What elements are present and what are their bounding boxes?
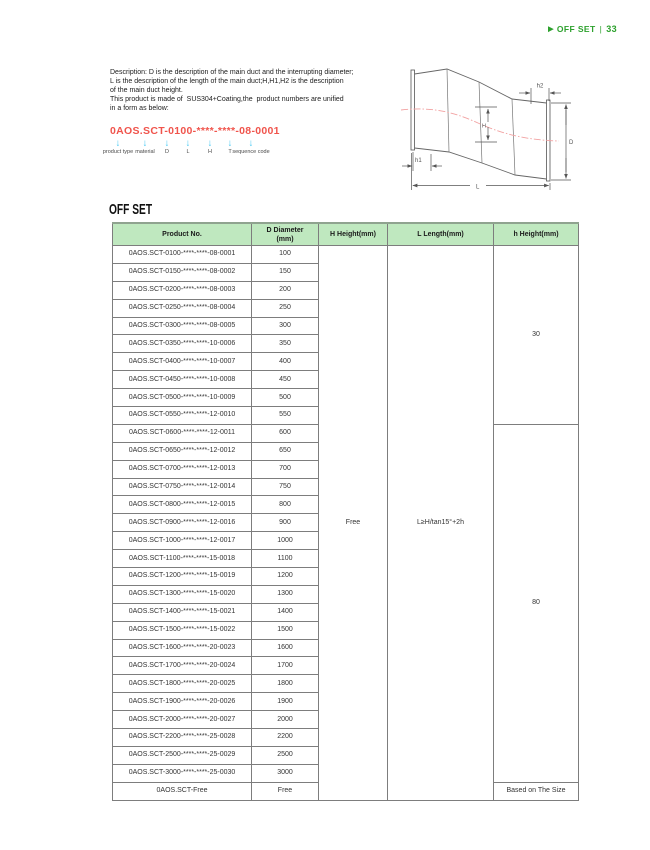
product-no-cell: 0AOS.SCT-0500-****-****-10-0009	[113, 389, 252, 407]
h-height-based-on-size-cell: Based on The Size	[494, 782, 579, 800]
table-row	[113, 246, 579, 264]
dim-label-h1: h1	[415, 158, 422, 164]
product-no-cell: 0AOS.SCT-0300-****-****-08-0005	[113, 317, 252, 335]
dim-ext	[412, 153, 551, 190]
d-diameter-cell: 1600	[252, 639, 319, 657]
product-no-cell: 0AOS.SCT-0450-****-****-10-0008	[113, 371, 252, 389]
product-no-cell: 0AOS.SCT-1000-****-****-12-0017	[113, 532, 252, 550]
d-diameter-cell: 650	[252, 442, 319, 460]
dim-tick	[475, 107, 497, 142]
dim-label-h2: h2	[536, 83, 544, 90]
d-diameter-cell: 750	[252, 478, 319, 496]
down-arrow-icon: ↓	[227, 138, 233, 149]
down-arrow-icon: ↓	[185, 138, 191, 149]
d-diameter-cell: 350	[252, 335, 319, 353]
product-no-cell: 0AOS.SCT-0400-****-****-10-0007	[113, 353, 252, 371]
duct-top-edge	[415, 69, 547, 103]
h-height-merged-cell: Free	[319, 246, 388, 801]
product-no-cell: 0AOS.SCT-Free	[113, 782, 252, 800]
annotation-label: sequence code	[232, 149, 270, 155]
annotation-label: T	[228, 149, 232, 155]
d-diameter-cell: 2000	[252, 711, 319, 729]
d-diameter-cell: 800	[252, 496, 319, 514]
product-no-cell: 0AOS.SCT-0900-****-****-12-0016	[113, 514, 252, 532]
product-no-cell: 0AOS.SCT-1700-****-****-20-0024	[113, 657, 252, 675]
d-diameter-cell: 1200	[252, 568, 319, 586]
header-separator: |	[599, 24, 603, 34]
product-no-cell: 0AOS.SCT-0750-****-****-12-0014	[113, 478, 252, 496]
product-no-cell: 0AOS.SCT-0650-****-****-12-0012	[113, 442, 252, 460]
d-diameter-cell: 600	[252, 424, 319, 442]
column-header: L Length(mm)	[388, 223, 494, 246]
header-row	[113, 223, 579, 246]
table-wrap	[112, 222, 579, 801]
product-no-cell: 0AOS.SCT-1300-****-****-15-0020	[113, 585, 252, 603]
page-header	[548, 24, 617, 34]
duct-joint	[447, 69, 449, 152]
code-annotation	[232, 139, 269, 155]
d-diameter-cell: 700	[252, 460, 319, 478]
d-diameter-cell: 1000	[252, 532, 319, 550]
description-line: in a form as below:	[110, 105, 169, 112]
dim-label-D: D	[569, 140, 574, 146]
offset-duct-diagram	[395, 52, 592, 200]
description-line: Description: D is the description of the main duct and the interrupting diameter;	[110, 69, 354, 76]
code-annotation	[165, 139, 170, 155]
product-no-cell: 0AOS.SCT-1100-****-****-15-0018	[113, 550, 252, 568]
d-diameter-cell: 2200	[252, 729, 319, 747]
annotation-label: H	[208, 149, 212, 155]
down-arrow-icon: ↓	[207, 138, 213, 149]
dim-ext	[551, 103, 571, 180]
d-diameter-cell: 1400	[252, 603, 319, 621]
annotation-label: product type	[102, 149, 134, 155]
product-no-cell: 0AOS.SCT-0350-****-****-10-0006	[113, 335, 252, 353]
h-height-large-cell: 80	[494, 424, 579, 782]
product-no-cell: 0AOS.SCT-0600-****-****-12-0011	[113, 424, 252, 442]
d-diameter-cell: 1300	[252, 585, 319, 603]
description-line: This product is made of SUS304+Coating,the product numbers are unified	[110, 96, 344, 103]
d-diameter-cell: 200	[252, 281, 319, 299]
product-no-cell: 0AOS.SCT-0250-****-****-08-0004	[113, 299, 252, 317]
product-no-cell: 0AOS.SCT-1200-****-****-15-0019	[113, 568, 252, 586]
table-body	[113, 246, 579, 801]
duct-joint	[512, 99, 515, 175]
left-flange	[411, 70, 415, 150]
description-line: L is the description of the length of the main duct;H,H1,H2 is the description	[110, 78, 344, 85]
product-no-cell: 0AOS.SCT-0800-****-****-12-0015	[113, 496, 252, 514]
d-diameter-cell: 300	[252, 317, 319, 335]
product-no-cell: 0AOS.SCT-0150-****-****-08-0002	[113, 263, 252, 281]
duct-bottom-edge	[415, 148, 547, 179]
down-arrow-icon: ↓	[142, 138, 148, 149]
product-no-cell: 0AOS.SCT-2200-****-****-25-0028	[113, 729, 252, 747]
column-header: h Height(mm)	[494, 223, 579, 246]
annotation-label: L	[186, 149, 190, 155]
d-diameter-cell: 1100	[252, 550, 319, 568]
d-diameter-cell: 400	[252, 353, 319, 371]
product-no-cell: 0AOS.SCT-1600-****-****-20-0023	[113, 639, 252, 657]
product-no-cell: 0AOS.SCT-1500-****-****-15-0022	[113, 621, 252, 639]
down-arrow-icon: ↓	[164, 138, 170, 149]
header-title: OFF SET	[556, 24, 596, 34]
column-header: D Diameter (mm)	[252, 223, 319, 246]
column-header: Product No.	[113, 223, 252, 246]
d-diameter-cell: 3000	[252, 764, 319, 782]
d-diameter-cell: 1700	[252, 657, 319, 675]
d-diameter-cell: Free	[252, 782, 319, 800]
code-annotation	[103, 139, 133, 155]
product-code-example: 0AOS.SCT-0100-****-****-08-0001	[110, 125, 280, 137]
code-annotation	[135, 139, 155, 155]
description-text	[110, 68, 354, 113]
dim-label-H: H	[482, 123, 486, 130]
d-diameter-cell: 100	[252, 246, 319, 264]
d-diameter-cell: 1500	[252, 621, 319, 639]
product-no-cell: 0AOS.SCT-3000-****-****-25-0030	[113, 764, 252, 782]
product-no-cell: 0AOS.SCT-0700-****-****-12-0013	[113, 460, 252, 478]
product-no-cell: 0AOS.SCT-0200-****-****-08-0003	[113, 281, 252, 299]
table-head	[113, 223, 579, 246]
d-diameter-cell: 900	[252, 514, 319, 532]
product-no-cell: 0AOS.SCT-0550-****-****-12-0010	[113, 407, 252, 425]
product-no-cell: 0AOS.SCT-2000-****-****-20-0027	[113, 711, 252, 729]
d-diameter-cell: 550	[252, 407, 319, 425]
annotation-label: material	[135, 149, 155, 155]
d-diameter-cell: 250	[252, 299, 319, 317]
product-no-cell: 0AOS.SCT-1800-****-****-20-0025	[113, 675, 252, 693]
d-diameter-cell: 2500	[252, 746, 319, 764]
d-diameter-cell: 150	[252, 263, 319, 281]
dim-label-L: L	[476, 184, 480, 191]
product-table	[112, 222, 579, 801]
d-diameter-cell: 1900	[252, 693, 319, 711]
description-line: of the main duct height.	[110, 87, 183, 94]
code-annotation	[186, 139, 191, 155]
d-diameter-cell: 1800	[252, 675, 319, 693]
product-no-cell: 0AOS.SCT-2500-****-****-25-0029	[113, 746, 252, 764]
section-title: OFF SET	[109, 201, 153, 218]
annotation-label: D	[165, 149, 169, 155]
product-no-cell: 0AOS.SCT-0100-****-****-08-0001	[113, 246, 252, 264]
down-arrow-icon: ↓	[115, 138, 121, 149]
header-page-number: 33	[606, 24, 617, 34]
product-no-cell: 0AOS.SCT-1900-****-****-20-0026	[113, 693, 252, 711]
d-diameter-cell: 450	[252, 371, 319, 389]
down-arrow-icon: ↓	[248, 138, 254, 149]
h-height-small-cell: 30	[494, 246, 579, 425]
duct-joint	[479, 82, 482, 163]
l-length-merged-cell: L≥H/tan15°+2h	[388, 246, 494, 801]
column-header: H Height(mm)	[319, 223, 388, 246]
header-arrow-icon: ▶	[548, 26, 554, 33]
code-annotation	[208, 139, 213, 155]
product-no-cell: 0AOS.SCT-1400-****-****-15-0021	[113, 603, 252, 621]
d-diameter-cell: 500	[252, 389, 319, 407]
